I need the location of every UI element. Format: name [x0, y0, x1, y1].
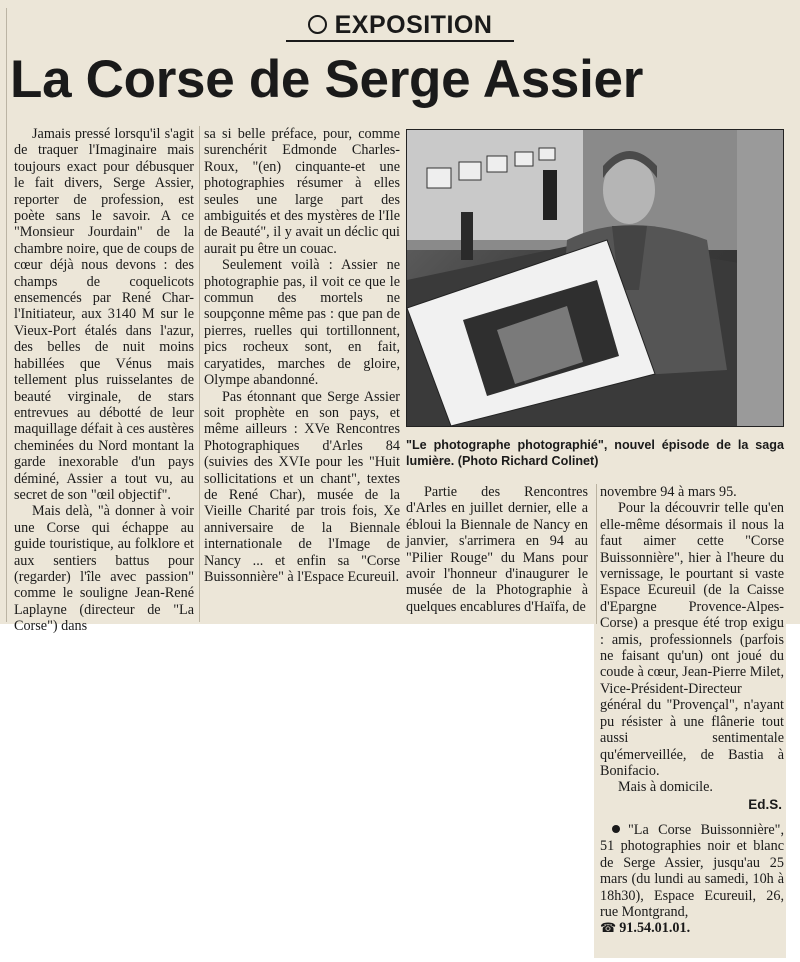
exhibition-info: [600, 822, 784, 937]
column-4: [600, 484, 784, 796]
paragraph: Seulement voilà : Assier ne photographie pas, il voit ce que le commun des mortels ne soupçonne même pas : que pan de pierres, ruelles qui tortillonnent, pics rocheux sont, en fait, caryatides, marches de gloire, Olympe abandonné.: [204, 257, 400, 389]
info-paragraph: [600, 822, 784, 937]
kicker-text: EXPOSITION: [334, 11, 493, 39]
paragraph: Partie des Rencontres d'Arles en juillet dernier, elle a ébloui la Biennale de Nancy en janvier, s'arrimera en 94 au "Pilier Rouge" du Mans pour avoir l'honneur d'inaugurer le musée de la Photographie à quelques encablures d'Haïfa, de: [406, 484, 588, 615]
telephone-icon: ☎: [600, 920, 617, 936]
circle-icon: [308, 15, 327, 34]
column-rule: [596, 484, 597, 624]
info-phone: 91.54.01.01.: [619, 920, 691, 937]
signature: Ed.S.: [748, 797, 782, 812]
column-rule: [199, 126, 200, 622]
paragraph: Pas étonnant que Serge Assier soit prophète en son pays, et même ailleurs : XVe Rencontres Photographiques d'Arles 84 (suivies des XVIe pour les "Huit sollicitations et un chant", textes de René Char), musée de la Vieille Charité par trois fois, Xe anniversaire de la Biennale internationale de l'Image de Nancy ... et enfin sa "Corse Buissonnière" à l'Espace Ecureuil.: [204, 388, 400, 585]
photo-illustration: [407, 130, 783, 426]
left-rule: [6, 8, 7, 622]
headline: La Corse de Serge Assier: [10, 50, 644, 109]
paragraph: novembre 94 à mars 95.: [600, 484, 737, 500]
bullet-icon: [612, 825, 620, 833]
column-3: [406, 484, 588, 615]
info-text: "La Corse Buissonnière", 51 photographies noir et blanc de Serge Assier, jusqu'au 25 mars (du lundi au samedi, 10h à 18h30), Espace Ecureuil, 26, rue Montgrand,: [600, 822, 784, 921]
section-kicker: [286, 10, 514, 42]
photo-caption: "Le photographe photographié", nouvel épisode de la saga lumière. (Photo Richard Colinet): [406, 438, 784, 468]
column-1: [14, 126, 194, 635]
paragraph: Mais delà, "à donner à voir une Corse qui échappe au guide touristique, au folklore et aux sentiers battus pour (regarder) l'île avec passion" comme le souligne Jean-René Laplayne (directeur de "La Corse") dans: [14, 503, 194, 635]
photo-photographer-with-frame: [406, 129, 784, 427]
paragraph: Pour la découvrir telle qu'en elle-même désormais il nous la faut aimer cette "Corse Buissonnière", hier à l'heure du vernissage, le pourtant si vaste Espace Ecureuil (de la Caisse d'Epargne Provence-Alpes-Corse) a presque été trop exigu : amis, professionnels (parfois ne faisant qu'un) ont joué du coude à cœur, Jean-Pierre Milet, Vice-Président-Directeur général du "Provençal", n'ayant pu résister à une flânerie tout aussi sentimentale qu'émerveillée, de Bastia à Bonifacio.: [600, 500, 784, 779]
paragraph: sa si belle préface, pour, comme surenchérit Edmonde Charles-Roux, "(en) cinquante-et une photographies résumer à elles seules une large part des ambiguités et des mystères de l'Ile de Beauté", il y avait un déclic qui aurait pu être un couac.: [204, 126, 400, 257]
paragraph: Mais à domicile.: [618, 779, 713, 796]
paragraph: Jamais pressé lorsqu'il s'agit de traquer l'Imaginaire mais toujours exact pour débusquer le fait divers, Serge Assier, reporter de profession, est poète sans le savoir. A ce "Monsieur Jourdain" de la chambre noire, que de coups de cœur déjà nous devons : des champs de coquelicots ensemencés par René Char-l'Initiateur, aux 3140 M sur le Vieux-Port étalés dans l'azur, des belles de nuit moins habillées que Vénus mais tellement plus ruisselantes de beauté virginale, de stars entrevues au débotté de leur maquillage défait à ces austères cheminées du Nord montant la garde inexorable d'un pays déminé, Assier a tout vu, au secret de son "œil objectif".: [14, 126, 194, 503]
column-2: [204, 126, 400, 585]
